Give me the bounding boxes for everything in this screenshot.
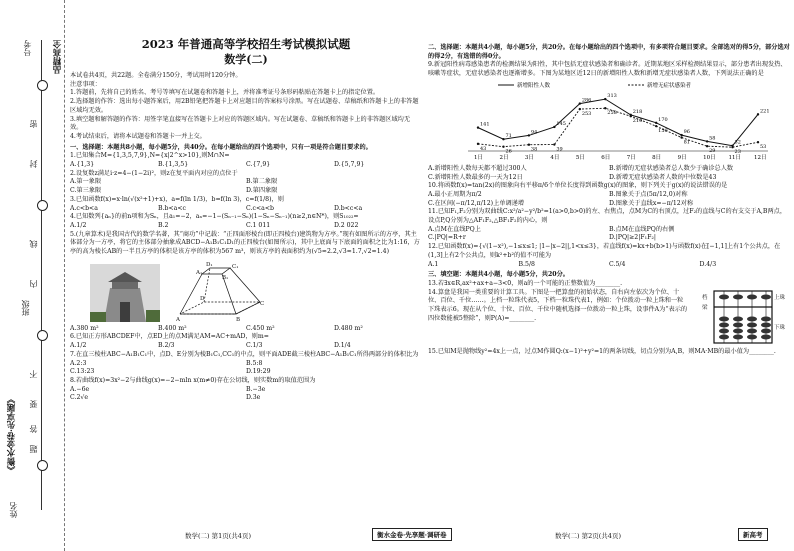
page-subtitle: 数学(二)	[224, 53, 268, 66]
svg-text:A: A	[176, 316, 180, 322]
data-point	[757, 141, 759, 143]
notes-item: 4.考试结束后，请将本试题卷和答题卡一并上交。	[70, 132, 206, 140]
data-label: 258	[607, 110, 617, 117]
question-options	[70, 222, 422, 231]
question-stem: 11.已知F₁,F₂分别为双曲线C:x²/a²−y²/b²=1(a>0,b>0)的左、右焦点，点M为C的右顶点，过F₂的直线与C的右支交于A,B两点，设点P,Q分别为△AF₁F₂,△BF₁F₂的内心，则	[428, 208, 787, 225]
legend-label: 新增无症状感染者	[647, 82, 692, 89]
data-point	[502, 138, 504, 140]
data-label: 141	[480, 121, 490, 128]
notes-item: 1.答题前，先将自己的姓名、考号等填写在试题卷和答题卡上，并将准考证号条形码粘贴在答题卡上的指定位置。	[70, 89, 380, 97]
option: A.1	[428, 260, 439, 268]
option: A.2:3	[70, 359, 87, 367]
question-options	[428, 261, 790, 270]
option: C.新增阳性人数最多的一天为12日	[428, 173, 523, 181]
data-label: 170	[658, 116, 668, 123]
data-point	[579, 108, 581, 110]
question-options	[428, 226, 790, 243]
data-label: 253	[581, 110, 592, 117]
abacus-label: 下珠	[774, 324, 786, 331]
notes-item: 3.填空题和解答题的作答：用签字笔直接写在答题卡上对应的答题区域内。写在试题卷、草稿纸和答题卡上的非答题区域均无效。	[70, 115, 411, 132]
option: C.2√e	[70, 394, 89, 402]
data-label: 39	[556, 146, 563, 153]
pavilion-photo	[90, 264, 160, 322]
option: A.−6e	[70, 385, 90, 393]
question-five-figures	[90, 260, 422, 322]
data-label: 210	[632, 118, 643, 125]
option: A.最小正周期为π/2	[428, 190, 482, 198]
data-label: 218	[632, 108, 643, 115]
data-point	[655, 125, 657, 127]
option: B.5:8	[246, 359, 263, 367]
data-label: 53	[760, 144, 767, 151]
x-tick-label: 8日	[652, 154, 662, 161]
x-tick-label: 5日	[575, 154, 585, 161]
option: D.图象关于直线x=−π/12对称	[609, 199, 694, 207]
x-tick-label: 7日	[626, 154, 636, 161]
seal-circle	[37, 330, 48, 341]
abacus-label: 上珠	[774, 294, 786, 301]
section-two-heading: 二、选择题：本题共4小题，每小题5分，共20分。在每小题给出的四个选项中，有多项符合题目要求。全部选对的得5分，部分选对的得2分，有选错的得0分。	[428, 44, 790, 60]
option: B.图象关于点(5π/12,0)对称	[609, 190, 688, 198]
svg-text:A₁: A₁	[196, 269, 203, 276]
abacus-diagram	[694, 289, 790, 345]
option: C.1/3	[246, 342, 263, 350]
question-stem: 14.算盘是我国一类重要的计算工具。下图是一把算盘的初始状态，自右向左依次为个位、十位、百位、千位……。上档一粒珠代表5，下档一粒珠代表1，例如：个位拨动一粒上珠和一粒下珠表示6。现在从个位、十位、百位、千位中随机选择一位拨动一粒上珠，设事件A为“表示的四位数能被5整除”，则P(A)=________.	[428, 288, 688, 322]
option: A.380 m²	[70, 324, 99, 332]
data-label: 32	[734, 139, 741, 146]
data-label: 313	[607, 92, 617, 99]
x-tick-label: 3日	[524, 154, 534, 161]
seal-word: 内	[29, 280, 38, 288]
x-tick-label: 1日	[474, 154, 483, 161]
x-tick-label: 6日	[601, 154, 611, 161]
svg-text:B: B	[236, 316, 241, 322]
option: D.新增无症状感染者人数的中位数是43	[609, 173, 717, 181]
option: C.在区间(−π/12,π/12)上单调递增	[428, 199, 525, 207]
option: B.400 m²	[158, 324, 187, 332]
svg-text:B₁: B₁	[222, 274, 229, 281]
option: C.第三象限	[70, 187, 102, 195]
data-point	[655, 121, 657, 123]
option: C.c<a<b	[246, 204, 274, 212]
abacus-figure	[694, 289, 790, 349]
brand-label: 《衡水金卷·先享题》	[7, 395, 17, 475]
question-stem: 2.设复数z满足i·z=4−(1−2i)²，则z在复平面内对应的点位于	[70, 169, 238, 177]
notes-item: 2.选择题的作答：选出每小题答案后，用2B铅笔把答题卡上对应题目的答案标号涂黑。写在试题卷、草稿纸和答题卡上的非答题区域均无效。	[70, 98, 419, 114]
seal-word: 题	[29, 445, 38, 453]
seal-word: 不	[29, 370, 38, 378]
option: B.−3e	[246, 385, 266, 393]
option: B.点M在直线PQ的右侧	[609, 225, 675, 233]
data-point	[604, 107, 606, 109]
data-label: 221	[760, 108, 770, 115]
name-label: 姓名	[9, 502, 18, 518]
series-line-2	[478, 108, 758, 147]
data-label: 58	[709, 135, 716, 142]
seal-word: 线	[29, 240, 38, 248]
data-label: 94	[530, 129, 538, 136]
exam-intro: 本试卷共4页，共22题。全卷满分150分，考试用时120分钟。	[70, 72, 242, 79]
data-point	[680, 134, 682, 136]
option: A.新增阳性人数每天都不超过300人	[428, 164, 527, 172]
option: D.1/4	[334, 342, 351, 350]
data-label: 71	[505, 133, 512, 140]
page-title: 2023 年普通高等学校招生考试模拟试题	[141, 37, 351, 51]
frustum-diagram	[176, 260, 264, 322]
question-options	[70, 360, 422, 377]
option: D.480 m²	[334, 324, 363, 332]
question-stem: 4.已知数列{aₙ}的前n项和为Sₙ，且a₁=−2，aₙ=−1−(Sₙ₋₁−Sₙ)(1−Sₙ−Sₙ₋₁)(n≥2,n∈N*)，则S₁₀₂₂=	[70, 213, 359, 221]
data-point	[731, 146, 733, 148]
seal-circle	[37, 200, 48, 211]
seal-word: 封	[29, 160, 38, 168]
data-point	[477, 142, 479, 144]
option: D.4/3	[699, 260, 717, 268]
data-point	[706, 140, 708, 142]
notes-heading: 注意事项：	[70, 80, 101, 88]
option: C.1 011	[246, 221, 271, 229]
abacus-label: 档	[702, 294, 708, 301]
question-options	[428, 165, 790, 182]
seal-line	[41, 40, 42, 510]
section-three-heading: 三、填空题：本题共4小题，每小题5分，共20分。	[428, 271, 569, 279]
page-one-column	[70, 36, 422, 403]
option: A.第一象限	[70, 178, 102, 186]
abacus-label: 梁	[702, 304, 708, 311]
data-point	[706, 145, 708, 147]
question-options	[428, 191, 790, 208]
option: B.5/8	[518, 260, 535, 268]
question-stem: 8.若曲线f(x)=3x²−2与曲线g(x)=−2−mln x(m≠0)存在公切线，则实数m的取值范围为	[70, 376, 316, 384]
data-label: 43	[480, 145, 487, 152]
data-point	[502, 145, 504, 147]
option: A.点M在直线PQ上	[428, 225, 481, 233]
data-point	[477, 126, 479, 128]
option: A.1/2	[70, 221, 87, 229]
option: B.2	[158, 221, 169, 229]
question-stem: 6.已知正方形ABCDEF中，点ED上的点M满足AM=AC+mAD，则m=	[70, 333, 269, 341]
data-point	[757, 113, 759, 115]
option: D.b<c<a	[334, 204, 363, 212]
option: B.新增的无症状感染者总人数少于确诊总人数	[609, 164, 734, 172]
option: D.|PQ|≥2|F₁F₂|	[609, 234, 656, 242]
question-stem: 10.将函数f(x)=tan(2x)的图象向右平移π/6个单位长度得到函数g(x)的图象，则下列关于g(x)的说法错误的是	[428, 182, 728, 190]
chart-legend	[498, 81, 692, 89]
option: B.第二象限	[246, 178, 278, 186]
option: D.3e	[246, 394, 261, 402]
data-label: 29	[709, 148, 716, 155]
option: A.{1,3}	[70, 161, 95, 169]
option: D.第四象限	[246, 187, 278, 195]
seal-word: 答	[29, 425, 38, 433]
option: C.13:23	[70, 368, 95, 376]
data-point	[630, 115, 632, 117]
option: B.2/3	[158, 342, 175, 350]
data-point	[553, 126, 555, 128]
question-options	[70, 161, 422, 170]
positive-cases-chart	[458, 81, 778, 163]
question-stem: 7.在直三棱柱ABC−A₁B₁C₁中，点D、E分别为棱B₁C₁,CC₁的中点，则平面ADE截三棱柱ABC−A₁B₁C₁所得两部分的体积比为	[70, 350, 419, 358]
data-point	[528, 143, 530, 145]
question-options	[70, 342, 422, 351]
class-label: 班级	[21, 300, 30, 316]
seal-circle	[37, 80, 48, 91]
new-gaokao-badge: 新高考	[738, 528, 768, 541]
data-label: 150	[658, 127, 668, 134]
option: B.{1,3,5}	[158, 161, 189, 169]
quality-label: 品精高全	[53, 40, 63, 74]
option: D.19:29	[246, 368, 271, 376]
question-stem: 3.已知函数f(x)=x·ln(√(x²+1)+x)，a=f(ln 1/3)，b=f(ln 3)，c=f(1/8)，则	[70, 195, 284, 203]
option: B.b<a<c	[158, 204, 186, 212]
question-options	[70, 205, 422, 214]
exam-number-label: 号考	[23, 40, 32, 56]
data-label: 96	[683, 128, 691, 135]
option: A.1/2	[70, 342, 87, 350]
question-stem: 9.新冠阳性病毒感染患者的检测结果为阳性，其中包括无症状感染者和确诊者。近期某地区采样检测结果显示，部分患者出现发热、咳嗽等症状，无症状感染者也逐渐增多。下图为某地区近12日的新增阳性人数和新增无症状感染者人数，下列说法正确的是	[428, 61, 787, 78]
option: C.5/4	[609, 260, 626, 268]
data-point	[528, 134, 530, 136]
option: C.|PQ|=R+r	[428, 234, 466, 242]
svg-text:D₁: D₁	[206, 261, 213, 268]
data-point	[680, 136, 682, 138]
footer-right: 数学(二) 第2页(共4页)	[555, 532, 621, 540]
page-two-column	[428, 42, 790, 357]
data-label: 38	[530, 146, 538, 153]
footer-center-stamp: 衡水金卷·先享题·调研卷	[372, 528, 452, 541]
data-point	[553, 143, 555, 145]
data-label: 23	[734, 149, 741, 156]
legend-label: 新增阳性人数	[517, 82, 551, 89]
seal-word: 密	[29, 120, 38, 128]
section-one-heading: 一、选择题：本题共8小题，每小题5分，共40分。在每小题给出的四个选项中，只有一项是符合题目要求的。	[70, 143, 372, 151]
option: C.{7,9}	[246, 161, 271, 169]
question-stem: 5.(九章算术)是我国古代的数学名著，其“商功”中记载：“正四面形棱台(即正四棱台)建筑物为方亭。”现有如图所示的方亭，其主体部分为一方亭，将它的主体部分抽象成ABCD−A₁B₁C₁D₁的正四棱台(如图所示)，其中上底面与下底面的面积之比为1:16，方亭的高为棱长AB的一半且方亭的体积是该方亭的体积为567 m³，则该方亭的表面积约为(√5≈2.2,√3≈1.7,√2≈1.4)	[70, 230, 420, 256]
seal-circle	[37, 460, 48, 471]
svg-text:D: D	[200, 295, 205, 302]
binding-margin	[0, 0, 65, 551]
x-tick-label: 2日	[499, 154, 509, 161]
series-line-1	[478, 99, 758, 146]
option: D.{5,7,9}	[334, 161, 365, 169]
x-tick-label: 9日	[677, 154, 687, 161]
x-tick-label: 11日	[728, 154, 742, 161]
option: C.450 m²	[246, 324, 275, 332]
seal-word: 要	[29, 400, 38, 408]
data-label: 286	[581, 97, 592, 104]
data-point	[604, 98, 606, 100]
svg-text:C: C	[260, 300, 264, 307]
question-options	[70, 386, 422, 403]
question-stem: 15.已知M是抛物线y²=4x上一点，过点M作圆Q:(x−1)²+y²=1的两条切线，切点分别为A,B，则MA·MB的最小值为________.	[428, 348, 776, 356]
option: D.2 022	[334, 221, 359, 229]
option: A.c<b<a	[70, 204, 98, 212]
x-tick-label: 4日	[550, 154, 560, 161]
svg-text:C₁: C₁	[232, 263, 239, 270]
question-stem: 13.若∃x∈R,ax²+ax+a−3<0，则a的一个可能的正整数值为________.	[428, 279, 623, 287]
x-tick-label: 10日	[703, 154, 716, 161]
data-point	[579, 102, 581, 104]
question-stem: 12.已知函数f(x)={√(1−x²),−1≤x≤1; |1−|x−2||,1<x≤3}，若直线f(x)=kx+b(b>1)与函数f(x)在[−1,1]上有1个公共点，在(1,3]上有2个公共点，则k²+b²的值不可能为	[428, 243, 781, 259]
data-label: 81	[683, 139, 691, 146]
question-stem: 1.已知集合M={1,3,5,7,9},N={x|2^x>10},则M∩N=	[70, 152, 230, 160]
x-tick-label: 12日	[754, 154, 767, 161]
question-options	[70, 178, 422, 195]
footer-left: 数学(二) 第1页(共4页)	[185, 532, 251, 540]
data-label: 26	[505, 148, 512, 155]
data-label: 145	[556, 120, 566, 127]
